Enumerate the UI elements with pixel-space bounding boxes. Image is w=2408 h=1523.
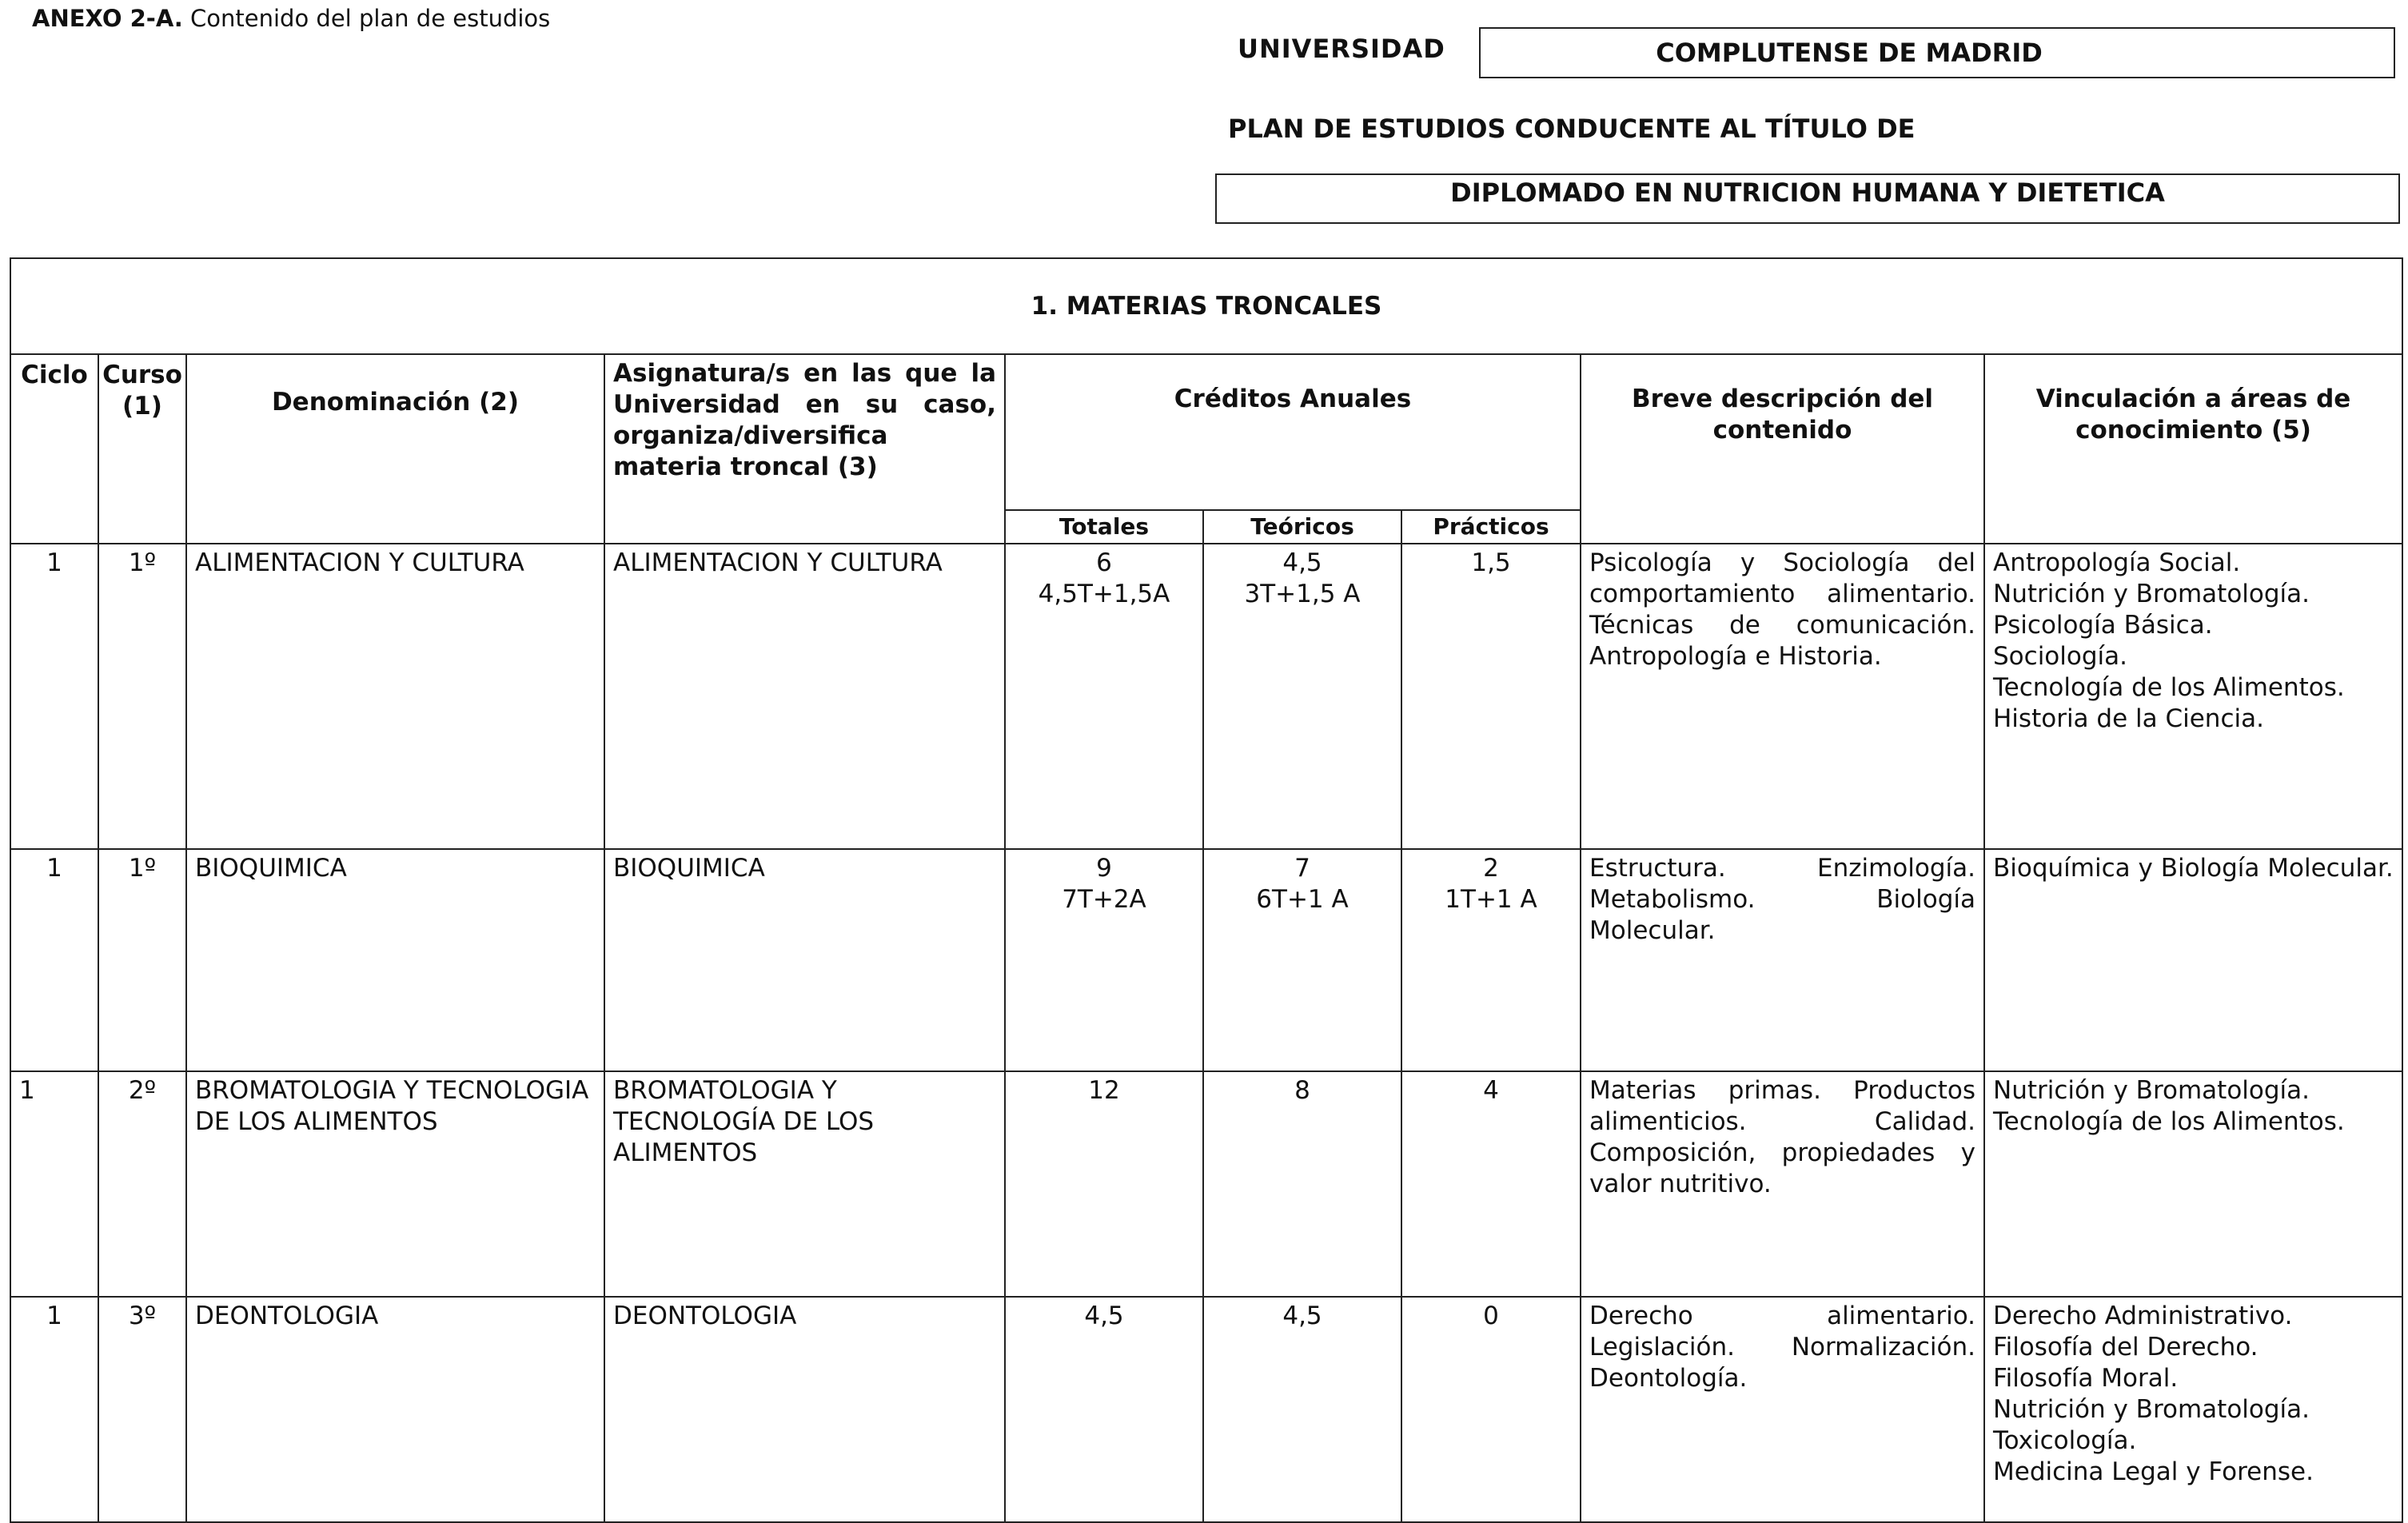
vinculacion-item: Derecho Administrativo.: [1993, 1302, 2293, 1330]
degree-title-box: [1215, 173, 2400, 224]
university-name: COMPLUTENSE DE MADRID: [1656, 38, 2043, 68]
university-name-box: [1479, 27, 2395, 78]
vinculacion-item: Historia de la Ciencia.: [1993, 704, 2264, 733]
cell-denominacion: BROMATOLOGIA Y TECNOLOGIA DE LOS ALIMENTOS: [186, 1071, 604, 1297]
cell-vinculacion: [1984, 1071, 2402, 1297]
cell-vinculacion: [1984, 1297, 2402, 1522]
practicos-value: 2: [1483, 854, 1499, 883]
col-header-descripcion: Breve descripción del contenido: [1581, 354, 1984, 544]
vinculacion-item: Sociología.: [1993, 642, 2127, 671]
cell-teoricos: [1203, 1297, 1401, 1522]
vinculacion-item: Nutrición y Bromatología.: [1993, 580, 2310, 608]
cell-descripcion: Psicología y Sociología del comportamiento alimentario. Técnicas de comunicación. Antropología e Historia.: [1581, 544, 1984, 849]
teoricos-value: 7: [1294, 854, 1310, 883]
col-header-denominacion: Denominación (2): [186, 354, 604, 544]
cell-asignatura: DEONTOLOGIA: [604, 1297, 1005, 1522]
cell-totales: [1005, 1297, 1203, 1522]
cell-asignatura: BROMATOLOGIA Y TECNOLOGÍA DE LOS ALIMENTOS: [604, 1071, 1005, 1297]
cell-denominacion: DEONTOLOGIA: [186, 1297, 604, 1522]
vinculacion-item: Toxicología.: [1993, 1426, 2137, 1455]
cell-ciclo: 1: [10, 544, 98, 849]
vinculacion-item: Filosofía del Derecho.: [1993, 1333, 2258, 1362]
vinculacion-item: Nutrición y Bromatología.: [1993, 1076, 2310, 1105]
cell-teoricos: [1203, 544, 1401, 849]
col-header-curso: Curso (1): [98, 354, 186, 544]
teoricos-value: 4,5: [1282, 548, 1322, 577]
cell-curso: 3º: [98, 1297, 186, 1522]
vinculacion-item: Antropología Social.: [1993, 548, 2241, 577]
degree-title: DIPLOMADO EN NUTRICION HUMANA Y DIETETICA: [1450, 177, 2165, 208]
cell-teoricos: [1203, 1071, 1401, 1297]
cell-denominacion: ALIMENTACION Y CULTURA: [186, 544, 604, 849]
table-row: [10, 849, 2402, 1071]
col-header-teoricos: Teóricos: [1203, 510, 1401, 544]
annex-text: Contenido del plan de estudios: [190, 5, 551, 32]
table-row: [10, 1297, 2402, 1522]
col-header-creditos: Créditos Anuales: [1005, 354, 1581, 510]
teoricos-value: 4,5: [1282, 1302, 1322, 1330]
cell-denominacion: BIOQUIMICA: [186, 849, 604, 1071]
teoricos-detail: 6T+1 A: [1256, 885, 1349, 914]
cell-curso: 2º: [98, 1071, 186, 1297]
practicos-value: 1,5: [1471, 548, 1511, 577]
vinculacion-item: Filosofía Moral.: [1993, 1364, 2179, 1393]
totales-detail: 7T+2A: [1062, 885, 1146, 914]
teoricos-value: 8: [1294, 1076, 1310, 1105]
cell-vinculacion: [1984, 849, 2402, 1071]
vinculacion-item: Bioquímica y Biología Molecular.: [1993, 854, 2394, 883]
cell-vinculacion: [1984, 544, 2402, 849]
table-row: [10, 1071, 2402, 1297]
annex-label: ANEXO 2-A.: [32, 5, 183, 32]
cell-ciclo: 1: [10, 1071, 98, 1297]
cell-asignatura: ALIMENTACION Y CULTURA: [604, 544, 1005, 849]
teoricos-detail: 3T+1,5 A: [1244, 580, 1361, 608]
totales-detail: 4,5T+1,5A: [1038, 580, 1170, 608]
vinculacion-item: Psicología Básica.: [1993, 611, 2213, 640]
vinculacion-item: Tecnología de los Alimentos.: [1993, 1107, 2345, 1136]
section-title: 1. MATERIAS TRONCALES: [10, 258, 2402, 354]
cell-totales: [1005, 849, 1203, 1071]
cell-ciclo: 1: [10, 1297, 98, 1522]
totales-value: 4,5: [1084, 1302, 1124, 1330]
totales-value: 12: [1088, 1076, 1120, 1105]
annex-heading: [32, 5, 550, 32]
cell-descripcion: Materias primas. Productos alimenticios. Calidad. Composición, propiedades y valor nutritivo.: [1581, 1071, 1984, 1297]
practicos-value: 0: [1483, 1302, 1499, 1330]
cell-descripcion: Derecho alimentario. Legislación. Normalización. Deontología.: [1581, 1297, 1984, 1522]
troncales-table: [10, 257, 2403, 1523]
cell-totales: [1005, 1071, 1203, 1297]
col-header-ciclo: Ciclo: [10, 354, 98, 544]
cell-totales: [1005, 544, 1203, 849]
cell-teoricos: [1203, 849, 1401, 1071]
practicos-detail: 1T+1 A: [1445, 885, 1537, 914]
university-label: UNIVERSIDAD: [1238, 34, 1445, 64]
cell-practicos: [1401, 544, 1581, 849]
cell-curso: 1º: [98, 544, 186, 849]
cell-ciclo: 1: [10, 849, 98, 1071]
col-header-asignatura: Asignatura/s en las que la Universidad en su caso, organiza/diversifica materia troncal (3): [604, 354, 1005, 544]
vinculacion-item: Medicina Legal y Forense.: [1993, 1457, 2314, 1486]
col-header-totales: Totales: [1005, 510, 1203, 544]
vinculacion-item: Tecnología de los Alimentos.: [1993, 673, 2345, 702]
practicos-value: 4: [1483, 1076, 1499, 1105]
cell-practicos: [1401, 849, 1581, 1071]
col-header-vinculacion: Vinculación a áreas de conocimiento (5): [1984, 354, 2402, 544]
table-row: [10, 544, 2402, 849]
vinculacion-item: Nutrición y Bromatología.: [1993, 1395, 2310, 1424]
cell-curso: 1º: [98, 849, 186, 1071]
totales-value: 6: [1096, 548, 1112, 577]
cell-practicos: [1401, 1071, 1581, 1297]
cell-asignatura: BIOQUIMICA: [604, 849, 1005, 1071]
cell-descripcion: Estructura. Enzimología. Metabolismo. Biología Molecular.: [1581, 849, 1984, 1071]
plan-title: PLAN DE ESTUDIOS CONDUCENTE AL TÍTULO DE: [1228, 114, 1916, 144]
cell-practicos: [1401, 1297, 1581, 1522]
totales-value: 9: [1096, 854, 1112, 883]
col-header-practicos: Prácticos: [1401, 510, 1581, 544]
